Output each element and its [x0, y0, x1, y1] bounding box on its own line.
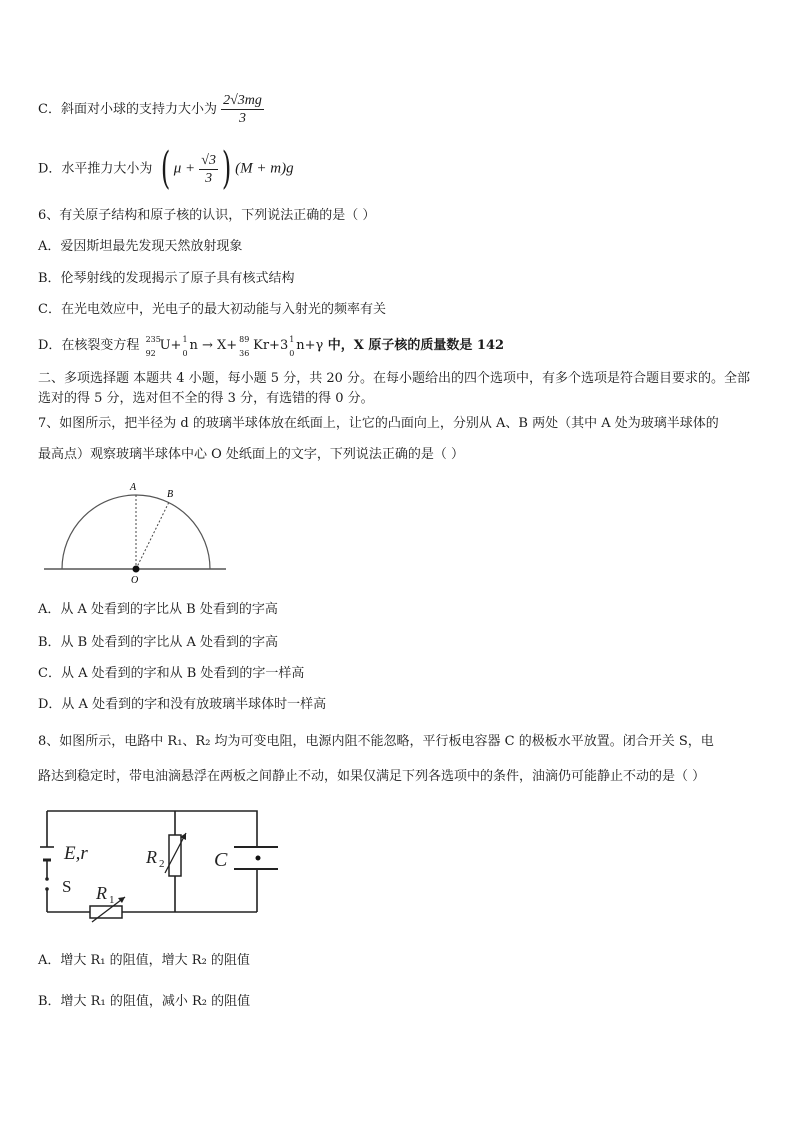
q5-option-d-text: D．水平推力大小为	[38, 161, 153, 177]
q8-option-a: A．增大 R₁ 的阻值，增大 R₂ 的阻值	[38, 953, 250, 968]
circuit-figure	[38, 805, 283, 923]
q8-stem-line-1: 8、如图所示，电路中 R₁、R₂ 均为可变电阻，电源内阻不能忽略，平行板电容器 C 的极板水平放置。闭合开关 S，电	[38, 734, 714, 749]
fraction-numerator: 2√3mg	[223, 93, 262, 108]
label-a: A	[130, 482, 137, 493]
q5-option-d	[38, 143, 294, 194]
nuclide-symbol: n	[189, 338, 198, 353]
q6-option-d-suffix: 中，X 原子核的质量数是 142	[323, 338, 505, 353]
r2-resistor	[169, 835, 181, 876]
atomic-number: 0	[182, 349, 188, 358]
nuclide-symbol: Kr+3	[253, 338, 289, 353]
mass-number: 1	[182, 335, 188, 344]
neutron-nuclide	[182, 335, 198, 358]
hemisphere-figure	[40, 475, 240, 590]
atomic-number: 36	[239, 349, 250, 358]
q8-option-b: B．增大 R₁ 的阻值，减小 R₂ 的阻值	[38, 994, 251, 1009]
label-r2-subscript: 2	[159, 858, 165, 870]
fraction-denominator: 3	[238, 111, 246, 126]
nuclide-symbol: n+γ	[296, 338, 324, 353]
line-ob	[136, 502, 169, 569]
atomic-number: 0	[289, 349, 295, 358]
label-r1: R	[96, 883, 107, 903]
q6-stem: 6、有关原子结构和原子核的认识，下列说法正确的是（ ）	[38, 208, 376, 223]
uranium-nuclide	[145, 335, 182, 358]
right-paren: )	[221, 143, 232, 194]
left-paren: (	[160, 143, 170, 194]
mass-number: 89	[239, 335, 250, 344]
section-2-instructions: 二、多项选择题 本题共 4 小题，每小题 5 分，共 20 分。在每小题给出的四个选项中，有多个选项是符合题目要求的。全部选对的得 5 分，选对但不全的得 3 分，有选错的得 0 分。	[38, 371, 751, 406]
switch-contact-top	[45, 877, 49, 881]
mass-number: 1	[289, 335, 295, 344]
q7-option-a: A．从 A 处看到的字比从 B 处看到的字高	[38, 602, 278, 617]
label-emf: E,r	[64, 843, 88, 864]
q6-option-d-text: D．在核裂变方程	[38, 338, 140, 353]
neutron-nuclide-2	[289, 335, 324, 358]
oil-drop	[256, 856, 261, 861]
label-r1-subscript: 1	[109, 894, 115, 906]
label-switch: S	[62, 877, 72, 896]
q5-option-c-fraction	[221, 92, 264, 127]
label-capacitor: C	[214, 849, 228, 871]
q7-option-d: D．从 A 处看到的字和没有放玻璃半球体时一样高	[38, 697, 327, 712]
atomic-number: 92	[145, 349, 156, 358]
label-o: O	[131, 575, 139, 586]
q6-option-c: C．在光电效应中，光电子的最大初动能与入射光的频率有关	[38, 302, 386, 317]
krypton-nuclide	[239, 335, 289, 358]
nuclide-symbol: U+	[159, 338, 182, 353]
switch-contact-bottom	[45, 887, 49, 891]
q6-option-d	[38, 335, 505, 358]
label-b: B	[167, 489, 174, 500]
mass-number: 235	[145, 335, 161, 344]
reaction-arrow: → X+	[197, 338, 238, 353]
q6-option-a: A．爱因斯坦最先发现天然放射现象	[38, 239, 243, 254]
q7-stem-line-1: 7、如图所示，把半径为 d 的玻璃半球体放在纸面上，让它的凸面向上，分别从 A、B 两处（其中 A 处为玻璃半球体的	[38, 416, 719, 431]
q6-option-b: B．伦琴射线的发现揭示了原子具有核式结构	[38, 271, 295, 286]
wire-top-left	[47, 811, 257, 834]
center-point-o	[133, 566, 140, 573]
q8-stem-line-2: 路达到稳定时，带电油滴悬浮在两板之间静止不动，如果仅满足下列各选项中的条件，油滴仍可能静止不动的是（ ）	[38, 769, 706, 784]
fraction-numerator: √3	[201, 152, 216, 168]
q5-option-d-fraction	[199, 152, 218, 187]
mu-symbol: μ +	[173, 160, 196, 177]
q7-stem-line-2: 最高点）观察玻璃半球体中心 O 处纸面上的文字，下列说法正确的是（ ）	[38, 447, 465, 462]
fraction-denominator: 3	[205, 170, 213, 186]
label-r2: R	[146, 847, 157, 867]
q5-option-c	[38, 92, 264, 127]
q7-option-c: C．从 A 处看到的字和从 B 处看到的字一样高	[38, 666, 305, 681]
q5-option-c-text: C．斜面对小球的支持力大小为	[38, 102, 217, 117]
q5-option-d-suffix: (M + m)g	[235, 160, 294, 177]
q7-option-b: B．从 B 处看到的字比从 A 处看到的字高	[38, 635, 279, 650]
